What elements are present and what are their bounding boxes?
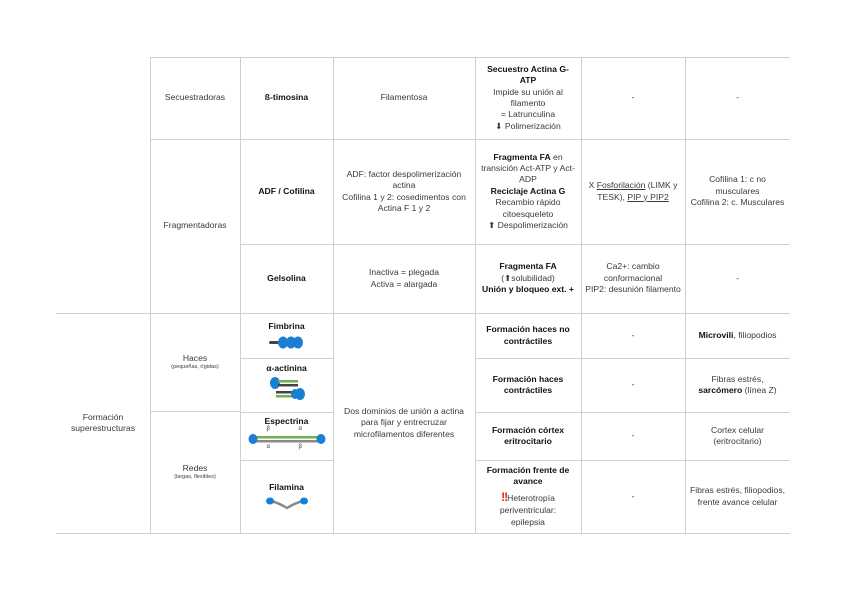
function-fimbrina (475, 313, 581, 358)
isoforms-timosina (685, 57, 790, 139)
function-espectrina (475, 412, 581, 460)
protein-label: Gelsolina (267, 272, 306, 283)
category-redes (150, 411, 240, 533)
fosforilacion-link: Fosforilación (596, 180, 646, 191)
function-label: Formación haces contráctiles (492, 373, 564, 395)
protein-label: Fimbrina (268, 321, 305, 331)
isoforms-line: (eritrocitario) (713, 436, 762, 446)
protein-label: ß-timosina (264, 92, 309, 103)
warning-icon: !! (501, 489, 508, 504)
regulation-mid: (LIMK y TESK), (597, 180, 678, 202)
isoforms-bold: sarcómero (698, 385, 743, 395)
function-title: Fragmenta FA (499, 261, 557, 272)
clinical-text: epilepsia (511, 516, 545, 527)
regulation-timosina (581, 57, 685, 139)
regulation-text (585, 180, 681, 203)
protein-fimbrina (240, 313, 333, 358)
group-superestructuras (56, 313, 150, 533)
isoforms-gelsolina (685, 244, 790, 313)
function-title: Reciclaje Actina G (490, 185, 566, 196)
espectrina-diagram (247, 427, 327, 453)
function-title: Secuestro Actina G-ATP (487, 63, 569, 86)
protein-actinina (240, 358, 333, 412)
regulation-filamina (581, 460, 685, 533)
regulation-cofilina (581, 139, 685, 244)
structure-timosina (333, 57, 475, 139)
regulation-espectrina (581, 412, 685, 460)
isoforms-espectrina (685, 412, 790, 460)
protein-label: Filamina (269, 482, 304, 493)
structure-cofilina (333, 139, 475, 244)
function-actinina (475, 358, 581, 412)
isoforms-fimbrina (685, 313, 790, 358)
protein-label: α-actinina (266, 363, 307, 373)
structure-label: Dos dominios de unión a actina para fijar y entrecruzar microfilamentos diferentes (344, 405, 464, 439)
isoforms-label: - (736, 272, 739, 283)
isoforms-cofilina (685, 139, 790, 244)
isoforms-label: - (736, 92, 739, 103)
espectrina-shape (247, 427, 327, 453)
protein-filamina (240, 460, 333, 533)
isoforms-line: Cofilina 1: c no musculares (709, 174, 766, 196)
function-line: ⬆ Despolimerización (488, 219, 568, 230)
structure-superestructuras (333, 313, 475, 533)
isoforms-actinina (685, 358, 790, 412)
regulation-label: - (631, 92, 635, 103)
isoforms-line: Fibras estrés, (711, 373, 764, 384)
fimbrina-diagram (267, 334, 307, 350)
category-label: Fragmentadoras (163, 220, 227, 231)
regulation-label: - (631, 430, 635, 441)
protein-gelsolina (240, 244, 333, 313)
regulation-fimbrina (581, 313, 685, 358)
isoforms-rest: (línea Z) (742, 385, 777, 395)
structure-line: Cofilina 1 y 2: cosedimentos con Actina F 1 y 2 (342, 191, 466, 213)
function-timosina (475, 57, 581, 139)
isoforms-rest: , filiopodios (733, 329, 777, 340)
regulation-line: Ca2+: cambio conformacional (603, 261, 663, 283)
regulation-prefix: X (588, 180, 597, 191)
clinical-line (479, 490, 577, 517)
beta-label: β (266, 426, 270, 433)
protein-cofilina (240, 139, 333, 244)
isoforms-line: Fibras estrés, filiopodios, frente avance celular (689, 485, 786, 507)
pip-link: PIP y PIP2 (627, 191, 669, 202)
function-text: (⬆solubilidad) (501, 272, 555, 283)
function-cofilina (475, 139, 581, 244)
structure-gelsolina (333, 244, 475, 313)
clinical-text: Heterotropía periventricular: (499, 492, 557, 516)
function-line: Impide su unión al filamento (493, 86, 563, 108)
protein-timosina (240, 57, 333, 139)
regulation-label: - (631, 379, 635, 390)
regulation-gelsolina (581, 244, 685, 313)
filamina-diagram (265, 497, 309, 511)
function-text: en transición Act-ATP y Act-ADP (481, 151, 575, 185)
function-line (479, 152, 577, 186)
protein-label: ADF / Cofilina (258, 185, 315, 196)
group-label: Formación superestructuras (70, 411, 135, 433)
function-label: Formación córtex eritrocitario (491, 424, 565, 446)
regulation-actinina (581, 358, 685, 412)
alpha-label-bottom: α (266, 444, 270, 451)
protein-espectrina (240, 412, 333, 460)
isoforms-bold: Microvili (698, 329, 734, 340)
regulation-label: - (631, 490, 635, 501)
structure-label: Filamentosa (380, 92, 428, 103)
structure-line: ADF: factor despolimerización actina (346, 168, 462, 191)
regulation-label: - (631, 329, 635, 340)
isoforms-filamina (685, 460, 790, 533)
category-sublabel: (largas, flexibles) (174, 474, 216, 481)
actinina-diagram (267, 375, 307, 403)
category-sublabel: (pequeñas, rígidas) (171, 364, 219, 371)
category-fragmentadoras (150, 139, 240, 313)
function-title: Fragmenta FA (493, 151, 551, 162)
function-title: Unión y bloqueo ext. + (482, 284, 574, 295)
structure-line: Activa = alargada (370, 278, 438, 289)
regulation-line: PIP2: desunión filamento (585, 284, 681, 295)
isoforms-line (698, 385, 776, 396)
isoforms-line (699, 330, 777, 341)
structure-line: Inactiva = plegada (369, 267, 439, 278)
function-gelsolina (475, 244, 581, 313)
category-haces (150, 313, 240, 411)
category-label: Redes (182, 463, 208, 474)
category-label: Haces (182, 353, 208, 364)
function-line: ⬇ Polimerización (495, 120, 561, 131)
function-line: Recambio rápido citoesqueleto (495, 197, 561, 219)
function-title: Formación frente de avance (486, 464, 570, 487)
category-label: Secuestradoras (164, 92, 226, 103)
beta-label-bottom: β (298, 444, 302, 451)
category-secuestradoras (150, 57, 240, 139)
alpha-label: α (298, 426, 302, 433)
function-label: Formación haces no contráctiles (486, 324, 570, 346)
isoforms-line: Cortex celular (710, 424, 764, 435)
protein-label: Espectrina (264, 416, 309, 426)
function-filamina (475, 460, 581, 533)
function-line: = Latrunculina (500, 109, 556, 120)
isoforms-line: Cofilina 2: c. Musculares (690, 197, 785, 208)
